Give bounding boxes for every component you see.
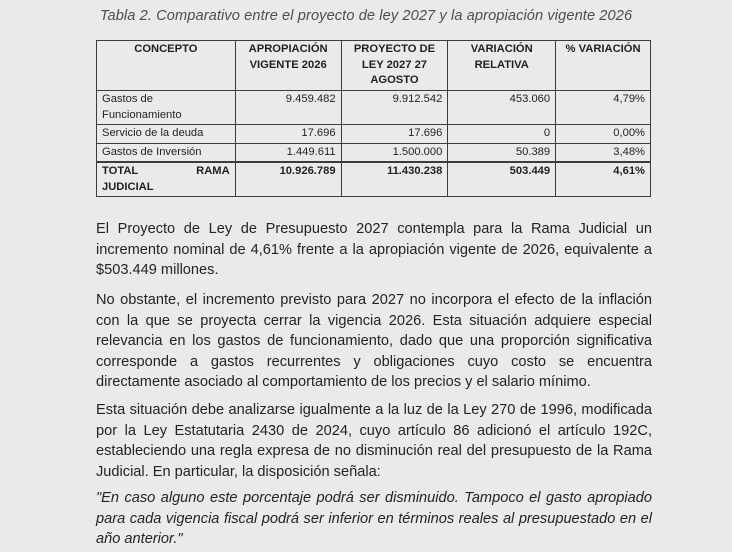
paragraph-inflacion: No obstante, el incremento previsto para 2027 no incorpora el efecto de la inflación con la que se proyecta cerrar la vigencia 2026. Esta situación adquiere especial relevancia en los gastos de funcionamiento, dado que una proporción significativa corresponde a gastos recurrentes y obligaciones cuyo costo se encuentra directamente asociado al comportamiento de los precios y el salario mínimo. [96,292,652,390]
paragraph-ley-270: Esta situación debe analizarse igualmente a la luz de la Ley 270 de 1996, modificada por la Ley Estatutaria 2430 de 2024, cuyo artículo 86 adicionó el artículo 192C, estableciendo una regla expresa de no disminución real del presupuesto de la Rama Judicial. En particular, la disposición señala: [96,402,652,480]
row-porcentaje: 3,48% [556,143,651,162]
total-variacion: 503.449 [448,162,556,197]
row-variacion: 50.389 [448,143,556,162]
quoted-provision: "En caso alguno este porcentaje podrá ser disminuido. Tampoco el gasto apropiado para cada vigencia fiscal podrá ser inferior en términos reales al presupuestado en el año anterior." [96,490,652,547]
row-variacion: 0 [448,125,556,144]
total-label-word-3: JUDICIAL [102,180,154,193]
header-apropiacion: APROPIACIÓN VIGENTE 2026 [235,41,341,91]
table-row [97,91,651,125]
row-proyecto: 17.696 [341,125,448,144]
table-row [97,143,651,162]
budget-comparison-table [96,40,651,197]
total-apropiacion: 10.926.789 [235,162,341,197]
total-label-word-2: RAMA [196,165,230,177]
row-apropiacion: 1.449.611 [235,143,341,162]
row-proyecto: 1.500.000 [341,143,448,162]
table-caption: Tabla 2. Comparativo entre el proyecto de ley 2027 y la apropiación vigente 2026 [99,8,633,24]
header-concepto: CONCEPTO [97,41,236,91]
header-porcentaje: % VARIACIÓN [556,41,651,91]
table-total-row [97,162,651,197]
row-variacion: 453.060 [448,91,556,125]
row-apropiacion: 17.696 [235,125,341,144]
paragraph-incremento-nominal: El Proyecto de Ley de Presupuesto 2027 contempla para la Rama Judicial un incremento nominal de 4,61% frente a la apropiación vigente de 2026, equivalente a $503.449 millones. [96,221,652,278]
total-porcentaje: 4,61% [556,162,651,197]
header-variacion: VARIACIÓN RELATIVA [448,41,556,91]
row-porcentaje: 4,79% [556,91,651,125]
total-proyecto: 11.430.238 [341,162,448,197]
row-apropiacion: 9.459.482 [235,91,341,125]
table-header-row [97,41,651,91]
header-proyecto: PROYECTO DE LEY 2027 27 AGOSTO [341,41,448,91]
row-porcentaje: 0,00% [556,125,651,144]
row-concepto: Gastos de Inversión [97,143,236,162]
total-label [97,162,236,197]
total-label-word-1: TOTAL [102,165,139,177]
row-concepto: Gastos de Funcionamiento [97,91,236,125]
row-proyecto: 9.912.542 [341,91,448,125]
row-concepto: Servicio de la deuda [97,125,236,144]
table-row [97,125,651,144]
